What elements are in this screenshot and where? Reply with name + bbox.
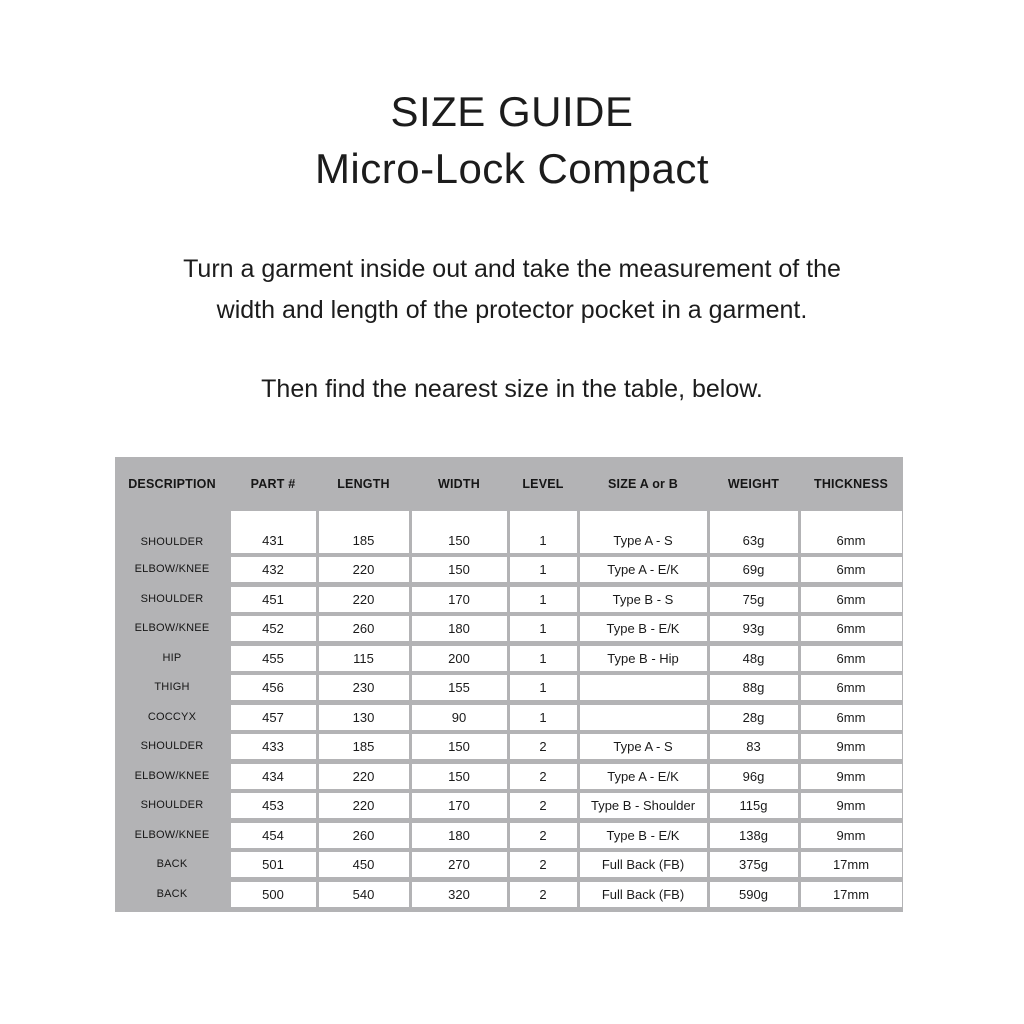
column-header: PART #	[250, 477, 296, 491]
data-cell: 456	[231, 675, 316, 700]
data-cell: 185	[319, 734, 409, 759]
data-cell: 1	[510, 557, 577, 582]
data-cell	[580, 705, 707, 730]
data-cell: 9mm	[801, 823, 902, 848]
data-cell: 320	[412, 882, 507, 907]
data-cell: Type B - Shoulder	[580, 793, 707, 818]
data-cell: 1	[510, 675, 577, 700]
data-cell: 2	[510, 764, 577, 789]
data-cell: Full Back (FB)	[580, 882, 707, 907]
data-cell: 590g	[710, 882, 798, 907]
data-cell: 6mm	[801, 675, 902, 700]
data-cell: 155	[412, 675, 507, 700]
data-cell: 455	[231, 646, 316, 671]
data-cell: 17mm	[801, 852, 902, 877]
data-cell: 2	[510, 823, 577, 848]
size-table-body	[115, 511, 903, 911]
data-cell: 457	[231, 705, 316, 730]
data-cell: 88g	[710, 675, 798, 700]
instruction-line-1: Turn a garment inside out and take the measurement of the	[183, 255, 841, 283]
data-cell: 180	[412, 823, 507, 848]
data-cell: 220	[319, 557, 409, 582]
data-cell: 260	[319, 823, 409, 848]
column-header: SIZE A or B	[607, 477, 679, 491]
data-cell: 450	[319, 852, 409, 877]
data-cell: Type A - S	[580, 734, 707, 759]
description-cell: ELBOW/KNEE	[134, 769, 210, 782]
size-table-header-row	[115, 457, 903, 511]
table-hint	[0, 369, 1024, 410]
data-cell: 230	[319, 675, 409, 700]
data-cell: 6mm	[801, 616, 902, 641]
data-cell: 63g	[710, 511, 798, 553]
data-cell: 6mm	[801, 646, 902, 671]
data-cell: 431	[231, 511, 316, 553]
data-cell: 130	[319, 705, 409, 730]
data-cell: 453	[231, 793, 316, 818]
description-cell: ELBOW/KNEE	[134, 563, 210, 575]
data-cell: 170	[412, 793, 507, 818]
data-cell: 48g	[710, 646, 798, 671]
data-cell: 9mm	[801, 764, 902, 789]
data-cell: 451	[231, 587, 316, 612]
data-cell: 93g	[710, 616, 798, 641]
column-header: WIDTH	[438, 477, 480, 491]
description-cell: SHOULDER	[140, 592, 204, 605]
data-cell: Type A - E/K	[580, 557, 707, 582]
data-cell: 96g	[710, 764, 798, 789]
description-cell: SHOULDER	[140, 536, 204, 548]
data-cell: 501	[231, 852, 316, 877]
description-cell: ELBOW/KNEE	[134, 828, 210, 841]
data-cell: 2	[510, 793, 577, 818]
data-cell: Type A - E/K	[580, 764, 707, 789]
page-title	[0, 83, 1024, 197]
instruction-line-3: Then find the nearest size in the table, below.	[261, 375, 763, 403]
data-cell: 375g	[710, 852, 798, 877]
data-cell: 9mm	[801, 734, 902, 759]
data-cell: 452	[231, 616, 316, 641]
description-cell: BACK	[156, 858, 188, 870]
title-line-product-name: Micro-Lock Compact	[314, 145, 710, 192]
data-cell: 432	[231, 557, 316, 582]
title-line-product-type: SIZE GUIDE	[390, 88, 634, 135]
data-cell: 75g	[710, 587, 798, 612]
column-header: THICKNESS	[813, 477, 889, 491]
description-cell: HIP	[162, 651, 182, 664]
data-cell: 1	[510, 705, 577, 730]
data-cell: 185	[319, 511, 409, 553]
data-cell	[580, 675, 707, 700]
instruction-line-2: width and length of the protector pocket in a garment.	[216, 296, 808, 324]
data-cell: 9mm	[801, 793, 902, 818]
data-cell: 6mm	[801, 511, 902, 553]
data-cell: 138g	[710, 823, 798, 848]
column-header: LEVEL	[522, 477, 564, 491]
data-cell: 1	[510, 646, 577, 671]
data-cell: 2	[510, 882, 577, 907]
data-cell: 115g	[710, 793, 798, 818]
data-cell: 500	[231, 882, 316, 907]
column-header: WEIGHT	[727, 477, 780, 491]
data-cell: 17mm	[801, 882, 902, 907]
data-cell: 170	[412, 587, 507, 612]
data-cell: 115	[319, 646, 409, 671]
data-cell: 260	[319, 616, 409, 641]
data-cell: 6mm	[801, 587, 902, 612]
data-cell: 28g	[710, 705, 798, 730]
data-cell: Type B - E/K	[580, 823, 707, 848]
data-cell: 220	[319, 793, 409, 818]
data-cell: 180	[412, 616, 507, 641]
data-cell: 150	[412, 557, 507, 582]
description-cell: BACK	[156, 887, 188, 900]
measurement-instructions	[0, 249, 1024, 331]
data-cell: 2	[510, 852, 577, 877]
data-cell: 200	[412, 646, 507, 671]
data-cell: Type B - E/K	[580, 616, 707, 641]
data-cell: 1	[510, 587, 577, 612]
data-cell: Type B - Hip	[580, 646, 707, 671]
data-cell: 90	[412, 705, 507, 730]
data-cell: 6mm	[801, 705, 902, 730]
data-cell: 454	[231, 823, 316, 848]
description-cell: SHOULDER	[140, 740, 204, 752]
data-cell: 220	[319, 587, 409, 612]
data-cell: 220	[319, 764, 409, 789]
column-header: LENGTH	[337, 477, 390, 491]
data-cell: 540	[319, 882, 409, 907]
data-cell: 2	[510, 734, 577, 759]
data-cell: 434	[231, 764, 316, 789]
data-cell: Type B - S	[580, 587, 707, 612]
data-cell: 150	[412, 511, 507, 553]
data-cell: 6mm	[801, 557, 902, 582]
column-header: DESCRIPTION	[128, 477, 216, 491]
description-cell: THIGH	[154, 681, 190, 693]
data-cell: 83	[710, 734, 798, 759]
size-table	[115, 457, 903, 912]
data-cell: 150	[412, 764, 507, 789]
data-cell: 69g	[710, 557, 798, 582]
description-cell: COCCYX	[147, 710, 197, 723]
data-cell: 433	[231, 734, 316, 759]
data-cell: 270	[412, 852, 507, 877]
description-cell: SHOULDER	[140, 799, 204, 811]
data-cell: 1	[510, 616, 577, 641]
data-cell: 150	[412, 734, 507, 759]
description-cell: ELBOW/KNEE	[134, 622, 210, 634]
data-cell: Full Back (FB)	[580, 852, 707, 877]
data-cell: 1	[510, 511, 577, 553]
data-cell: Type A - S	[580, 511, 707, 553]
